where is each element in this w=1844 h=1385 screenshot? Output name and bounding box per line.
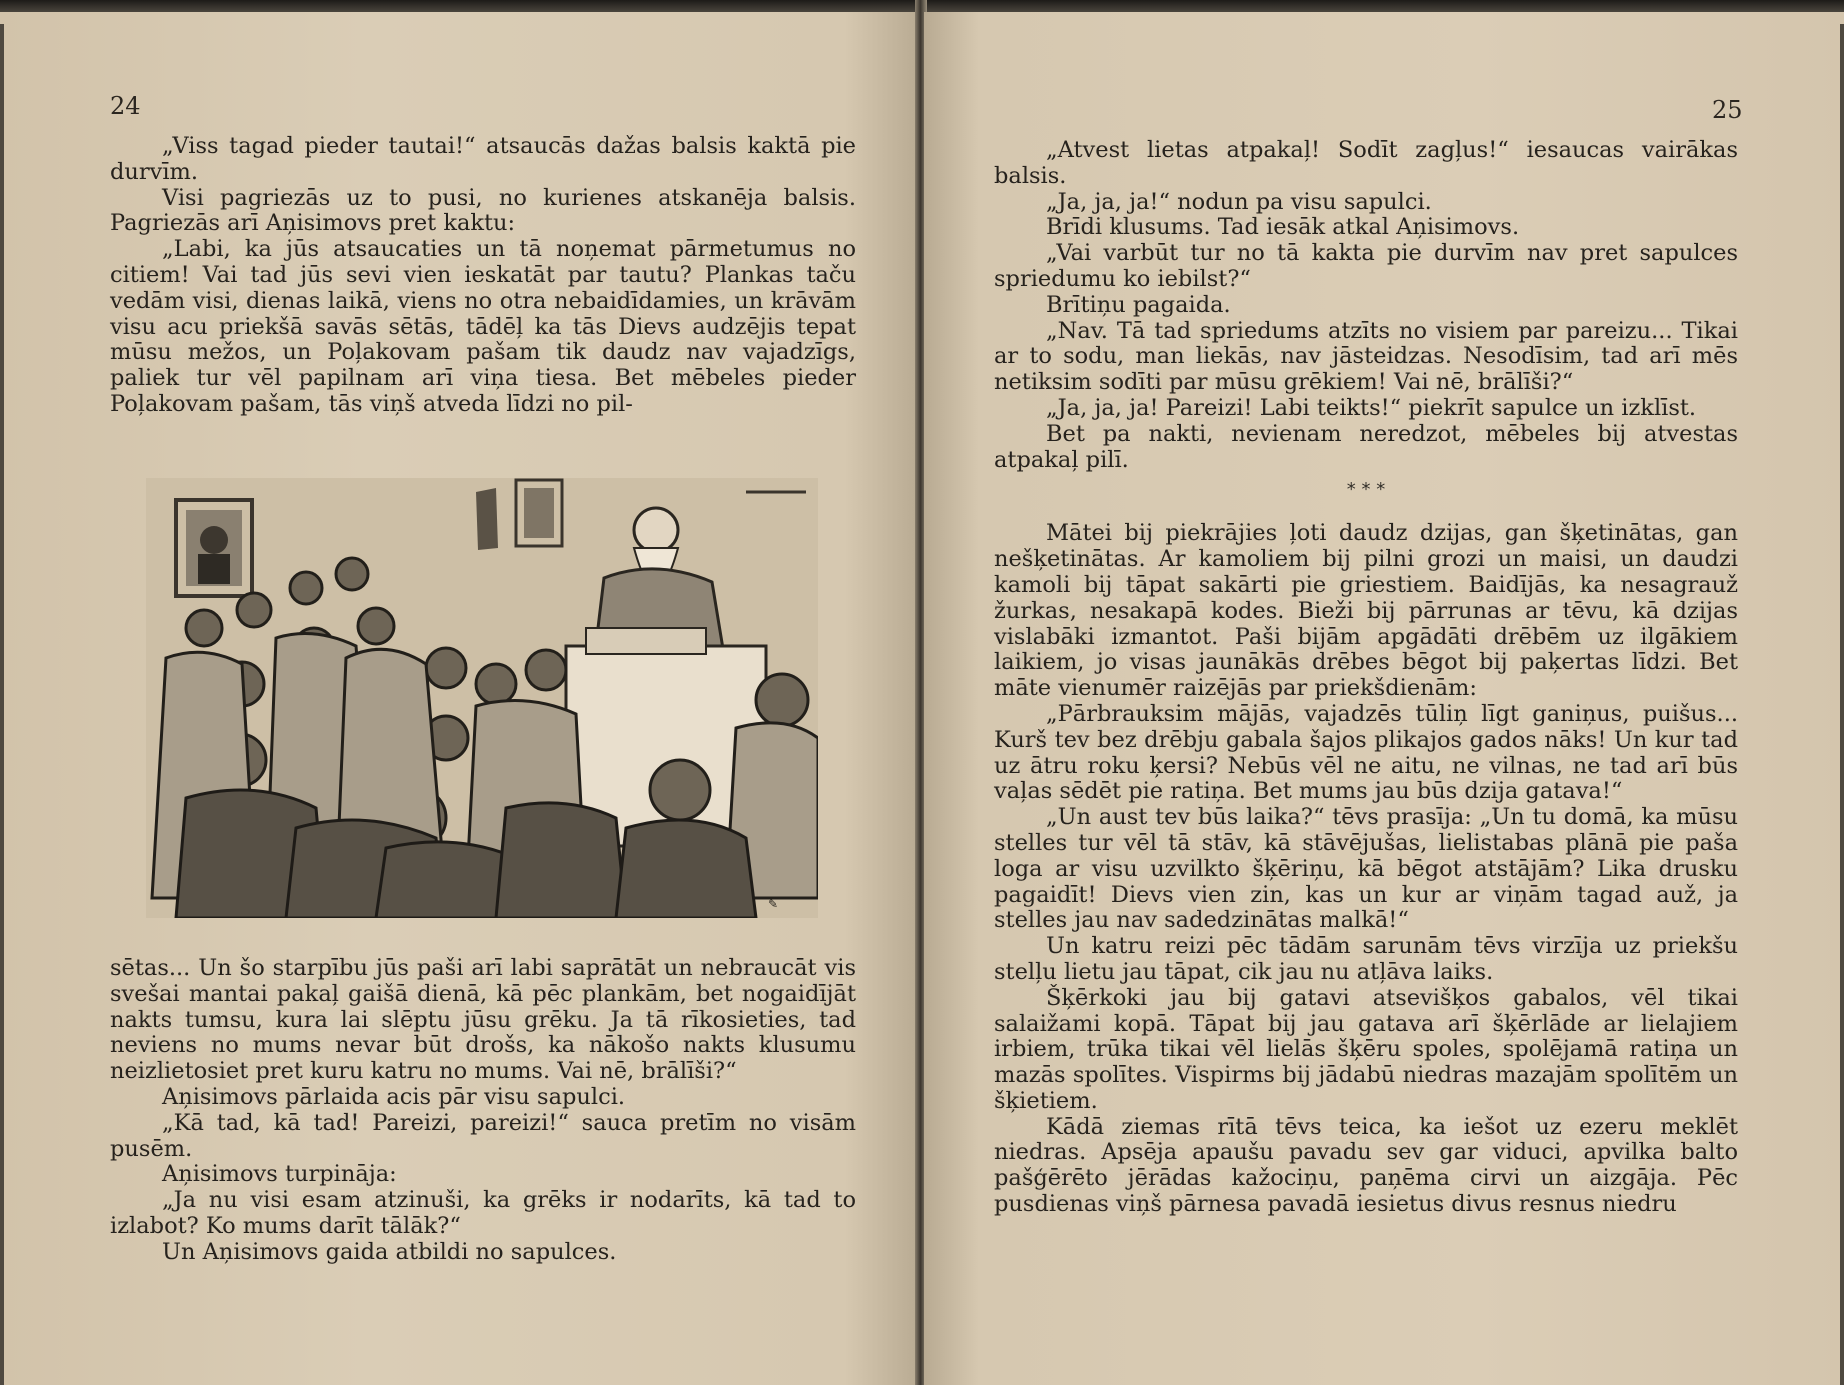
right-paragraph: „Ja, ja, ja! Pareizi! Labi teikts!“ piekrīt sapulce un izklīst. [1046, 394, 1697, 421]
right-paragraph: Šķērkoki jau bij gatavi atsevišķos gabalos, vēl tikai salaižami kopā. Tāpat bij jau gatava arī šķērlāde ar lielajiem irbiem, trūka tikai vēl lielās šķēru spoles, spolējamā ratiņa un mazās spolītes. Vispirms bij jādabū niedras mazajām spolītēm un šķietiem. [994, 984, 1738, 1114]
right-page [924, 12, 1844, 1385]
illustration-drawing [146, 478, 818, 918]
left-page-number: 24 [110, 92, 141, 120]
left-paragraph: „Ja nu visi esam atzinuši, ka grēks ir nodarīts, kā tad to izlabot? Ko mums darīt tālāk?“ [110, 1187, 856, 1239]
right-paragraph: „Pārbrauksim mājās, vajadzēs tūliņ līgt ganiņus, puišus... Kurš tev bez drēbju gabala šajos plikajos gados nāks! Un kur tad uz ātru roku ķersi? Nebūs vēl ne aitu, ne vilnas, ne tad arī būs vaļas sēdēt pie ratiņa. Bet mums jau būs dzija gatava!“ [994, 700, 1738, 805]
left-page [0, 12, 918, 1385]
right-paragraph: Kādā ziemas rītā tēvs teica, ka iešot uz ezeru meklēt niedras. Apsēja apaušu pavadu sev gar viduci, apvilka balto pašģērēto jērādas kažociņu, paņēma cirvi un aizgāja. Pēc pusdienas viņš pārnesa pavadā iesietus divus resnus niedru [994, 1113, 1738, 1218]
assembly-illustration [146, 478, 818, 918]
left-paragraph: „Labi, ka jūs atsaucaties un tā noņemat pārmetumus no citiem! Vai tad jūs sevi vien ieskatāt par tautu? Plankas taču vedām visi, dienas laikā, viens no otra nebaidīdamies, un krāvām visu acu priekšā savās sētās, tādēļ ka tās Dievs audzējis tepat mūsu mežos, un Poļakovam pašam tik daudz nav vajadzīgs, paliek tur vēl papilnam arī viņa tiesa. Bet mēbeles pieder Poļakovam pašam, tās viņš atveda līdzi no pil- [110, 236, 856, 417]
section-divider: * * * [1346, 479, 1386, 501]
left-paragraph: Un Aņisimovs gaida atbildi no sapulces. [162, 1238, 617, 1265]
right-paragraph: „Ja, ja, ja!“ nodun pa visu sapulci. [1046, 188, 1432, 215]
right-paragraph: „Vai varbūt tur no tā kakta pie durvīm nav pret sapulces spriedumu ko iebilst?“ [994, 240, 1738, 292]
right-text [994, 138, 1738, 1218]
left-edge [0, 24, 4, 1385]
right-page-number: 25 [1712, 96, 1743, 124]
right-paragraph: Mātei bij piekrājies ļoti daudz dzijas, gan šķetinātas, gan nešķetinātas. Ar kamoliem bij pilni grozi un maisi, un daudzi kamoli bij tāpat sakārti pie griestiem. Baidījās, ka nesagrauž žurkas, nesakapā kodes. Bieži bij pārrunas ar tēvu, kā dzijas vislabāki izmantot. Paši bijām apgādāti drēbēm uz ilgākiem laikiem, jo visas jaunākās drēbes bēgot bij paķertas līdzi. Bet māte vienumēr raizējās par priekšdienām: [994, 520, 1738, 702]
left-paragraph: Aņisimovs turpināja: [162, 1161, 397, 1188]
right-paragraph: „Atvest lietas atpakaļ! Sodīt zagļus!“ iesaucas vairākas balsis. [994, 137, 1738, 189]
left-paragraph: „Viss tagad pieder tautai!“ atsaucās dažas balsis kaktā pie durvīm. [110, 133, 856, 185]
left-text-bottom [110, 956, 856, 1266]
illustration-signature: ✎ [768, 897, 779, 911]
left-paragraph: Aņisimovs pārlaida acis pār visu sapulci. [162, 1083, 626, 1110]
right-paragraph: „Nav. Tā tad spriedums atzīts no visiem par pareizu... Tikai ar to sodu, man liekās, nav jāsteidzas. Nesodīsim, tad arī mēs netiksim sodīti par mūsu grēkiem! Vai nē, brālīši?“ [994, 317, 1738, 396]
right-paragraph: „Un aust tev būs laika?“ tēvs prasīja: „Un tu domā, ka mūsu stelles tur vēl tā stāv, kā stāvējušas, lielistabas plānā pie paša loga ar visu uzvilkto šķēriņu, kā bēgot atstājām? Lika drusku pagaidīt! Dievs vien zin, kas un kur ar viņām tagad auž, ja stelles jau nav sadedzinātas malkā!“ [994, 804, 1738, 934]
left-paragraph: Visi pagriezās uz to pusi, no kurienes atskanēja balsis. Pagriezās arī Aņisimovs pret kaktu: [110, 184, 856, 237]
right-paragraph: Brīdi klusums. Tad iesāk atkal Aņisimovs. [1046, 214, 1520, 241]
right-paragraph: Bet pa nakti, nevienam neredzot, mēbeles bij atvestas atpakaļ pilī. [994, 420, 1738, 473]
left-text-top [110, 134, 856, 418]
right-paragraph: Un katru reizi pēc tādām sarunām tēvs virzīja uz priekšu stelļu lietu jau tāpat, cik jau nu atļāva laiks. [994, 933, 1738, 985]
right-edge [1840, 24, 1844, 1385]
right-paragraph: Brītiņu pagaida. [1046, 291, 1231, 318]
left-paragraph: sētas... Un šo starpību jūs paši arī labi saprātāt un nebraucāt vis svešai mantai pakaļ gaišā dienā, kā pēc plankām, bet nogaidījāt nakts tumsu, kura lai slēptu jūsu grēku. Ja tā rīkosieties, tad neviens no mums nevar būt drošs, ka nākošo nakts klusumu neizlietosiet pret kuru katru no mums. Vai nē, brālīši?“ [110, 955, 856, 1085]
left-paragraph: „Kā tad, kā tad! Pareizi, pareizi!“ sauca pretīm no visām pusēm. [110, 1109, 856, 1162]
